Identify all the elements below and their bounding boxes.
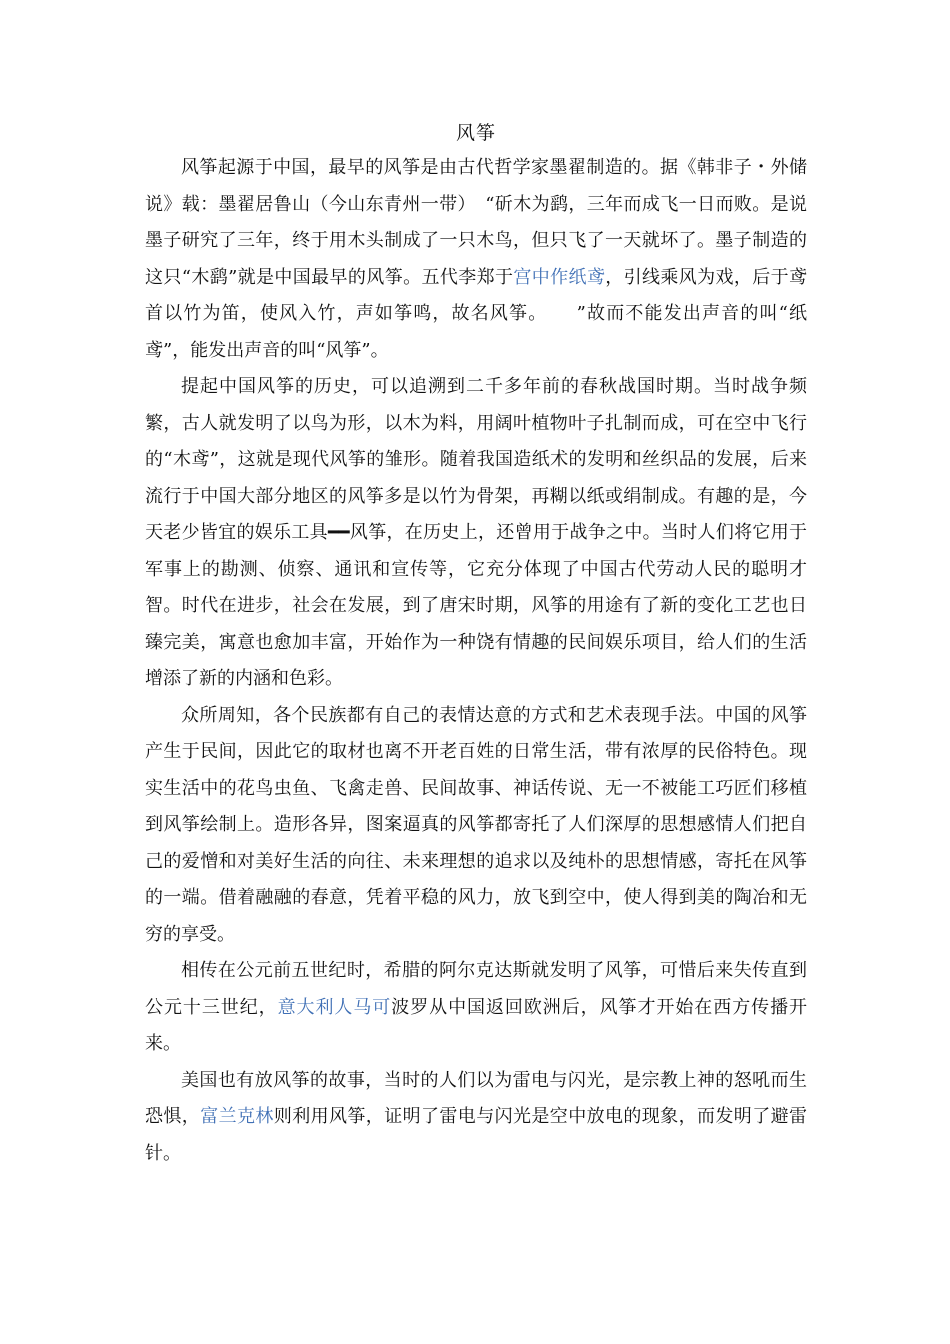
link-franklin[interactable]: 富兰克林 <box>200 1106 274 1127</box>
paragraph-folk-art <box>145 698 807 954</box>
paragraph-america <box>145 1063 807 1173</box>
paragraph-text: 相传在公元前五世纪时，希腊的阿尔克达斯就发明了风筝，可惜后来失传直到公元十三世纪， <box>145 960 807 1018</box>
paragraph-text: 风筝起源于中国，最早的风筝是由古代哲学家墨翟制造的。据《韩非子・外储说》载：墨翟居鲁山（今山东青州一带） “斫木为鹞，三年而成飞一日而败。是说墨子研究了三年，终于用木头制成了一只木鸟，但只飞了一天就坏了。墨子制造的这只“木鹞”就是中国最早的风筝。五代李郑于 <box>145 157 807 288</box>
link-marco-polo[interactable]: 意大利人马可 <box>277 996 392 1018</box>
link-gongzhong-zhiyuan[interactable]: 宫中作纸鸢 <box>513 266 606 288</box>
paragraph-text: 波罗从中国返回欧洲后，风筝才开始在西方传播开来。 <box>145 996 808 1054</box>
paragraph-origin <box>145 150 807 369</box>
paragraph-text: 则利用风筝，证明了雷电与闪光是空中放电的现象，而发明了避雷针。 <box>145 1106 808 1164</box>
paragraph-history <box>145 369 807 698</box>
document-title: 风筝 <box>455 122 496 144</box>
paragraph-west <box>145 953 807 1063</box>
document-page <box>145 118 807 1172</box>
paragraph-text: 美国也有放风筝的故事，当时的人们以为雷电与闪光，是宗教上神的怒吼而生恐惧， <box>145 1069 807 1127</box>
paragraph-text: ，引线乘风为戏，后于鸢首以竹为笛，使风入竹，声如筝鸣，故名风筝。 ”故而不能发出声音的叫“纸鸢”，能发出声音的叫“风筝”。 <box>145 266 808 361</box>
paragraph-text: 提起中国风筝的历史，可以追溯到二千多年前的春秋战国时期。当时战争频繁，古人就发明了以鸟为形，以木为料，用阔叶植物叶子扎制而成，可在空中飞行的“木鸢”，这就是现代风筝的雏形。随着我国造纸术的发明和丝织品的发展，后来流行于中国大部分地区的风筝多是以竹为骨架，再糊以纸或绢制成。有趣的是，今天老少皆宜的娱乐工具━━风筝，在历史上，还曾用于战争之中。当时人们将它用于军事上的勘测、侦察、通讯和宣传等，它充分体现了中国古代劳动人民的聪明才智。时代在进步，社会在发展，到了唐宋时期，风筝的用途有了新的变化工艺也日臻完美，寓意也愈加丰富，开始作为一种饶有情趣的民间娱乐项目，给人们的生活增添了新的内涵和色彩。 <box>145 376 807 689</box>
paragraph-text: 众所周知，各个民族都有自己的表情达意的方式和艺术表现手法。中国的风筝产生于民间，因此它的取材也离不开老百姓的日常生活，带有浓厚的民俗特色。现实生活中的花鸟虫鱼、飞禽走兽、民间故事、神话传说、无一不被能工巧匠们移植到风筝绘制上。造形各异，图案逼真的风筝都寄托了人们深厚的思想感情人们把自己的爱憎和对美好生活的向往、未来理想的追求以及纯朴的思想情感，寄托在风筝的一端。借着融融的春意，凭着平稳的风力，放飞到空中，使人得到美的陶冶和无穷的享受。 <box>145 704 807 945</box>
